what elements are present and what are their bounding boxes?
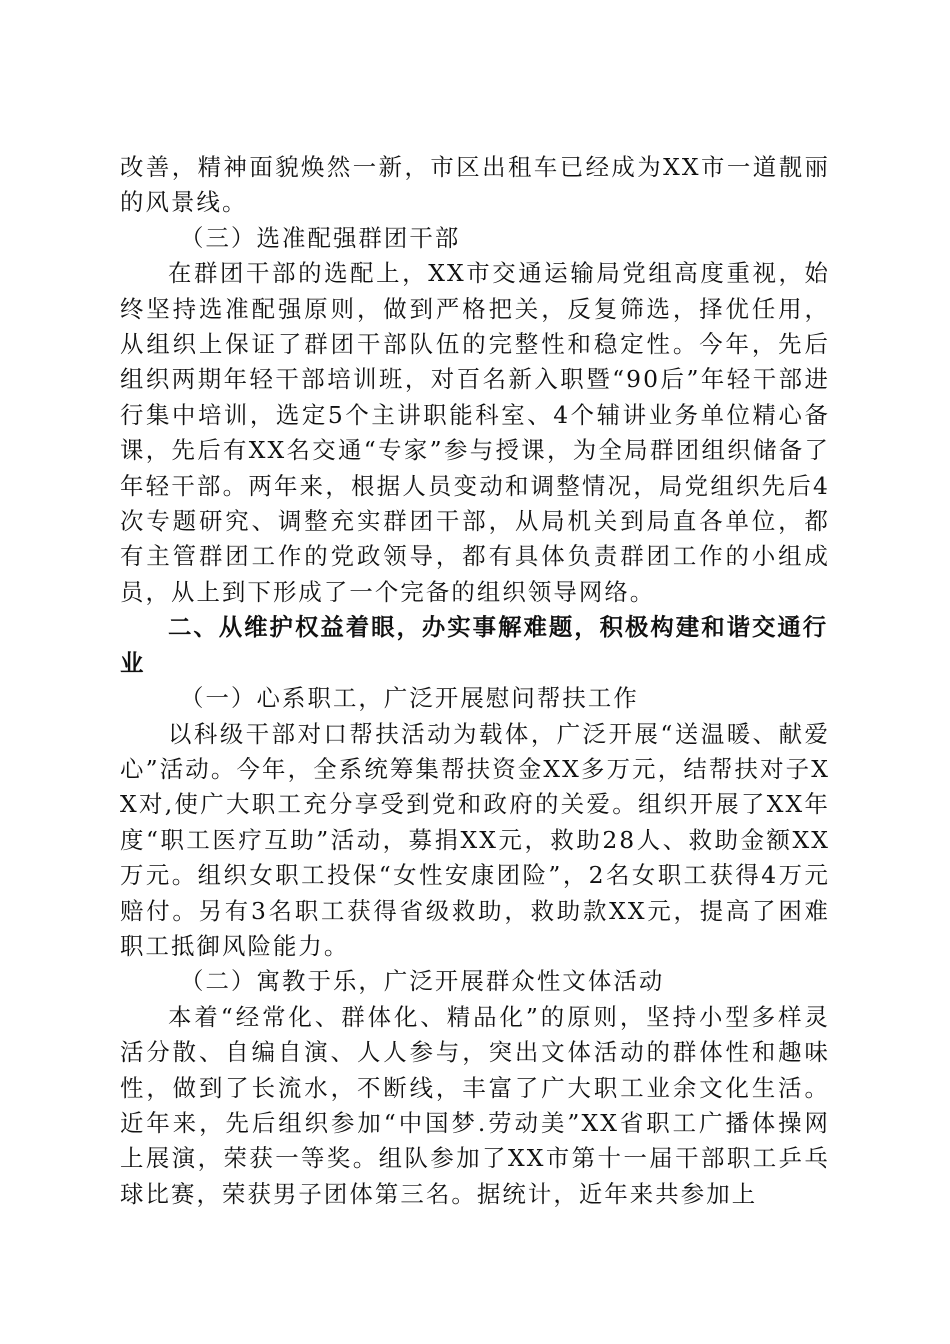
paragraph-cadres: 在群团干部的选配上，XX市交通运输局党组高度重视，始终坚持选准配强原则，做到严格把关，反复筛选，择优任用，从组织上保证了群团干部队伍的完整性和稳定性。今年，先后组织两期年轻干部培训班，对百名新入职暨“90后”年轻干部进行集中培训，选定5个主讲职能科室、4个辅讲业务单位精心备课，先后有XX名交通“专家”参与授课，为全局群团组织储备了年轻干部。两年来，根据人员变动和调整情况，局党组织先后4次专题研究、调整充实群团干部，从局机关到局直各单位，都有主管群团工作的党政领导，都有具体负责群团工作的小组成员，从上到下形成了一个完备的组织领导网络。 — [120, 259, 830, 606]
subheading-culture-activities: （二）寓教于乐，广泛开展群众性文体活动 — [180, 967, 665, 996]
paragraph-care: 以科级干部对口帮扶活动为载体，广泛开展“送温暖、献爱心”活动。今年，全系统筹集帮扶资金XX多万元，结帮扶对子XX对,使广大职工充分享受到党和政府的关爱。组织开展了XX年度“职工医疗互助”活动，募捐XX元，救助28人、救助金额XX万元。组织女职工投保“女性安康团险”，2名女职工获得4万元赔付。另有3名职工获得省级救助，救助款XX元，提高了困难职工抵御风险能力。 — [120, 719, 830, 960]
section-heading-rights: 二、从维护权益着眼，办实事解难题，积极构建和谐交通行业 — [120, 613, 829, 677]
subheading-care-workers: （一）心系职工，广泛开展慰问帮扶工作 — [180, 684, 639, 713]
document-page — [120, 150, 830, 1212]
paragraph-continued: 改善，精神面貌焕然一新，市区出租车已经成为XX市一道靓丽的风景线。 — [120, 153, 830, 217]
paragraph-culture: 本着“经常化、群体化、精品化”的原则，坚持小型多样灵活分散、自编自演、人人参与，突出文体活动的群体性和趣味性，做到了长流水，不断线，丰富了广大职工业余文化生活。近年来，先后组织参加“中国梦.劳动美”XX省职工广播体操网上展演，荣获一等奖。组队参加了XX市第十一届干部职工乒乓球比赛，荣获男子团体第三名。据统计，近年来共参加上 — [120, 1002, 830, 1208]
subheading-select-cadres: （三）选准配强群团干部 — [180, 223, 461, 252]
